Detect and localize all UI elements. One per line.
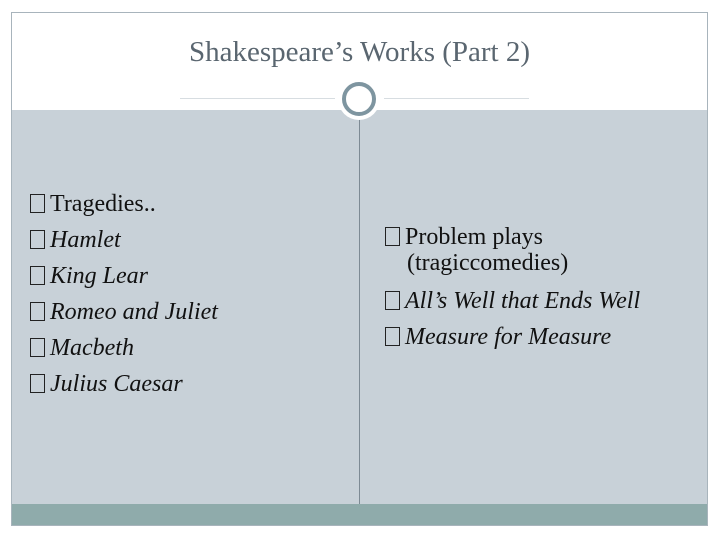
- item-text: Hamlet: [50, 227, 121, 253]
- header-rule-right: [384, 98, 529, 99]
- item-text: Romeo and Juliet: [50, 299, 218, 325]
- item-text: Julius Caesar: [50, 371, 183, 397]
- list-item-continuation: (tragiccomedies): [407, 250, 569, 276]
- square-bullet-icon: [30, 266, 45, 285]
- list-item-measure-for-measure: [385, 319, 700, 355]
- left-column: [30, 186, 350, 402]
- bottom-band: [12, 504, 707, 525]
- item-text: Problem plays: [405, 224, 543, 250]
- item-text: All’s Well that Ends Well: [405, 288, 641, 314]
- slide-title: Shakespeare’s Works (Part 2): [188, 36, 531, 68]
- item-text: Tragedies..: [50, 191, 156, 217]
- circle-ornament-icon: [338, 78, 380, 120]
- list-item-romeo-and-juliet: [30, 294, 350, 330]
- square-bullet-icon: [30, 302, 45, 321]
- list-item-problem-plays: [385, 219, 700, 255]
- header-rule-left: [180, 98, 335, 99]
- list-item-king-lear: [30, 258, 350, 294]
- right-column: [385, 219, 700, 355]
- square-bullet-icon: [30, 338, 45, 357]
- square-bullet-icon: [385, 227, 400, 246]
- square-bullet-icon: [385, 291, 400, 310]
- list-item-hamlet: [30, 222, 350, 258]
- square-bullet-icon: [30, 374, 45, 393]
- square-bullet-icon: [30, 230, 45, 249]
- square-bullet-icon: [30, 194, 45, 213]
- item-text: King Lear: [50, 263, 149, 289]
- item-text: Measure for Measure: [405, 324, 612, 350]
- circle-ornament-ring: [342, 82, 376, 116]
- list-item-macbeth: [30, 330, 350, 366]
- list-item-tragedies: [30, 186, 350, 222]
- item-text: Macbeth: [50, 335, 134, 361]
- list-item-julius-caesar: [30, 366, 350, 402]
- square-bullet-icon: [385, 327, 400, 346]
- column-divider: [359, 110, 360, 504]
- list-item-alls-well: [385, 283, 700, 319]
